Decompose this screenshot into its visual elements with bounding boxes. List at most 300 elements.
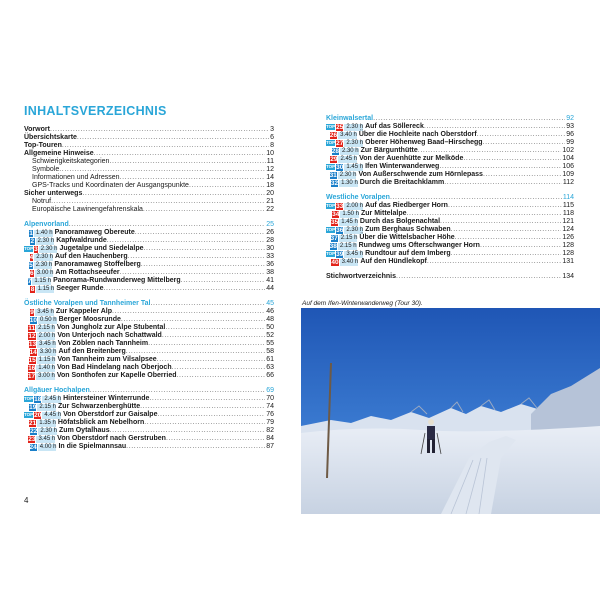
leader-dots — [121, 316, 265, 324]
tour-number: 34 — [332, 210, 340, 218]
tour-time: 3.30 h — [39, 348, 57, 355]
tour-page: 128 — [562, 242, 574, 249]
tour-time: 4.45 h — [44, 411, 62, 418]
leader-dots — [483, 139, 566, 147]
tour-entry[interactable] — [24, 229, 274, 237]
toc-entry[interactable] — [24, 134, 274, 142]
toc-entry[interactable] — [24, 198, 274, 206]
tour-page: 28 — [266, 237, 274, 244]
top-tour-badge: TOP — [326, 251, 336, 256]
tour-entry[interactable] — [24, 348, 274, 356]
tour-page: 87 — [266, 443, 274, 450]
tour-title: Auf den Hündlekopf — [360, 258, 427, 265]
tour-page: 36 — [266, 261, 274, 268]
index-entry-page: 134 — [562, 273, 574, 280]
index-entry[interactable] — [326, 273, 574, 281]
section-heading-page: 69 — [266, 387, 274, 394]
tour-title: Auf das Söllereck — [365, 123, 424, 130]
tour-page: 112 — [562, 179, 574, 186]
tour-page: 82 — [266, 427, 274, 434]
tour-page: 93 — [566, 123, 574, 130]
tour-time: 1.50 h — [342, 210, 359, 217]
toc-entry[interactable] — [24, 158, 274, 166]
tour-time: 3.40 h — [340, 131, 357, 138]
tour-entry[interactable] — [326, 155, 574, 163]
tour-entry[interactable] — [326, 242, 574, 250]
tour-entry[interactable] — [24, 395, 274, 403]
tour-page: 46 — [266, 308, 274, 315]
toc-entry-page: 21 — [266, 198, 274, 205]
tour-page: 104 — [562, 155, 574, 162]
toc-entry-page: 14 — [266, 174, 274, 181]
tour-entry[interactable] — [24, 372, 274, 380]
tour-number: 28 — [331, 147, 339, 155]
tour-number: 40 — [331, 258, 339, 266]
leader-dots — [149, 395, 265, 403]
tour-page: 52 — [266, 332, 274, 339]
tour-entry[interactable] — [24, 261, 274, 269]
tour-time: 2.30 h — [36, 253, 53, 260]
leader-dots — [165, 324, 265, 332]
photo-caption: Auf dem Ifen-Winterwanderweg (Tour 30). — [302, 300, 423, 307]
tour-number: 4 — [29, 253, 34, 261]
leader-dots — [107, 237, 265, 245]
tour-entry[interactable] — [24, 324, 274, 332]
tour-time: 1.15 h — [37, 285, 55, 292]
toc-left-column — [24, 104, 274, 451]
leader-dots — [110, 427, 266, 435]
tour-page: 131 — [562, 258, 574, 265]
tour-time: 2.30 h — [346, 139, 364, 146]
tour-page: 102 — [562, 147, 574, 154]
tour-time: 1.45 h — [346, 163, 364, 170]
tour-time: 2.30 h — [40, 245, 58, 252]
winter-hiking-photo — [301, 308, 600, 514]
tour-title: Zum Oytalhaus — [59, 427, 110, 434]
left-sections — [24, 214, 274, 451]
tour-number: 31 — [329, 171, 337, 179]
leader-dots — [51, 198, 265, 206]
leader-dots — [463, 155, 561, 163]
tour-time: 2.15 h — [339, 242, 357, 249]
leader-dots — [477, 131, 566, 139]
tour-entry[interactable] — [24, 419, 274, 427]
tour-number: 11 — [28, 324, 36, 332]
tour-number: 22 — [30, 427, 38, 435]
tour-entry[interactable] — [24, 316, 274, 324]
tour-title: Zum Berghaus Schwaben — [365, 226, 451, 233]
tour-page: 124 — [562, 226, 574, 233]
tour-title: Durch das Bolgenachtal — [359, 218, 441, 225]
tour-page: 55 — [266, 340, 274, 347]
toc-entry[interactable] — [24, 142, 274, 150]
leader-dots — [455, 234, 562, 242]
tour-entry[interactable] — [24, 443, 274, 451]
tour-title: Von Tannheim zum Vilsalpsee — [57, 356, 157, 363]
leader-dots — [126, 348, 265, 356]
toc-entry-title: Notruf — [32, 198, 52, 205]
tour-number: 24 — [29, 443, 37, 451]
tour-page: 115 — [562, 202, 574, 209]
tour-title: Jugetalpe und Siedelalpe — [59, 245, 144, 252]
tour-time: 2.30 h — [35, 261, 53, 268]
tour-number: 27 — [336, 139, 344, 147]
leader-dots — [439, 163, 561, 171]
tour-time: 0.50 h — [39, 316, 57, 323]
tour-title: Von Unterjoch nach Schattwald — [57, 332, 162, 339]
tour-page: 30 — [266, 245, 274, 252]
tour-title: Von Jungholz zur Alpe Stubental — [56, 324, 166, 331]
toc-entry-title: Übersichtskarte — [24, 134, 77, 141]
leader-dots — [483, 171, 561, 179]
tour-page: 128 — [562, 250, 574, 257]
toc-entry-title: Allgemeine Hinweise — [24, 150, 94, 157]
leader-dots — [120, 269, 266, 277]
tour-title: Kapfwaldrunde — [56, 237, 107, 244]
tour-time: 2.30 h — [346, 226, 364, 233]
tour-title: Panoramaweg Obereute — [54, 229, 135, 236]
tour-title: Zur Kappeler Alp — [55, 308, 113, 315]
section-gap — [326, 108, 574, 115]
tour-title: Auf den Breitenberg — [58, 348, 126, 355]
tour-title: Von Oberstdorf zur Gaisalpe — [63, 411, 158, 418]
tour-time: 3.45 h — [37, 308, 54, 315]
tour-page: 70 — [266, 395, 274, 402]
top-tour-badge: TOP — [326, 164, 336, 169]
tour-time: 2.30 h — [346, 123, 364, 130]
leader-dots — [140, 403, 265, 411]
tour-title: Berger Moosrunde — [58, 316, 121, 323]
tour-entry[interactable] — [326, 210, 574, 218]
tour-number: 14 — [29, 348, 37, 356]
section-heading-title: Alpenvorland — [24, 221, 69, 228]
leader-dots — [172, 364, 266, 372]
tour-entry[interactable] — [24, 269, 274, 277]
tour-entry[interactable] — [326, 179, 574, 187]
tour-entry[interactable] — [326, 163, 574, 171]
tour-entry[interactable] — [326, 147, 574, 155]
tour-title: Panorama-Rundwanderweg Mittelberg — [53, 277, 181, 284]
tour-number: 13 — [28, 340, 37, 348]
tour-number: 23 — [28, 435, 36, 443]
tour-entry[interactable] — [326, 139, 574, 147]
tour-title: Von Zöblen nach Tannheim — [57, 340, 149, 347]
tour-number: 32 — [330, 179, 339, 187]
tour-number: 37 — [330, 234, 338, 242]
leader-dots — [144, 419, 265, 427]
toc-entry-page: 11 — [266, 158, 274, 165]
tour-page: 96 — [566, 131, 574, 138]
tour-entry[interactable] — [24, 237, 274, 245]
tour-title: Panoramaweg Stoffelberg — [54, 261, 141, 268]
leader-dots — [141, 261, 265, 269]
tour-time: 1.30 h — [341, 179, 358, 186]
section-gap — [326, 187, 574, 194]
tour-number: 36 — [336, 226, 344, 234]
toc-entry-title: Vorwort — [24, 126, 50, 133]
tour-time: 1.35 h — [39, 419, 56, 426]
tour-time: 2.45 h — [340, 155, 358, 162]
toc-right-column — [326, 108, 574, 281]
leader-dots — [480, 242, 561, 250]
tour-title: In die Spielmannsau — [58, 443, 127, 450]
section-gap — [24, 293, 274, 300]
toc-entry[interactable] — [24, 150, 274, 158]
toc-entry[interactable] — [24, 190, 274, 198]
toc-entry-page: 20 — [266, 190, 274, 197]
section-heading[interactable] — [24, 221, 274, 229]
tour-time: 3.40 h — [341, 258, 359, 265]
section-heading-page: 114 — [562, 194, 574, 201]
tour-time: 3.00 h — [36, 269, 54, 276]
tour-time: 1.15 h — [38, 356, 56, 363]
section-heading-title: Westliche Voralpen — [326, 194, 390, 201]
toc-entry[interactable] — [24, 182, 274, 190]
tour-number: 38 — [329, 242, 337, 250]
tour-entry[interactable] — [326, 171, 574, 179]
tour-title: Ifen Winterwanderweg — [365, 163, 440, 170]
section-heading[interactable] — [326, 194, 574, 202]
tour-number: 15 — [28, 356, 36, 364]
leader-dots — [77, 134, 269, 142]
tour-page: 33 — [266, 253, 274, 260]
tour-title: Hintersteiner Winterrunde — [63, 395, 150, 402]
leader-dots — [59, 166, 265, 174]
leader-dots — [69, 221, 265, 229]
leader-dots — [157, 411, 265, 419]
tour-entry[interactable] — [24, 403, 274, 411]
toc-entry-page: 22 — [266, 206, 274, 213]
top-tour-badge: TOP — [326, 140, 336, 145]
toc-entry-page: 12 — [266, 166, 274, 173]
leader-dots — [448, 202, 562, 210]
tour-number: 10 — [29, 316, 37, 324]
tour-time: 3.00 h — [38, 372, 55, 379]
leader-dots — [112, 308, 265, 316]
leader-dots — [94, 150, 266, 158]
tour-number: 9 — [30, 308, 34, 316]
tour-title: Auf das Riedberger Horn — [365, 202, 448, 209]
tour-page: 76 — [266, 411, 274, 418]
section-heading-page: 92 — [566, 115, 574, 122]
tour-page: 99 — [566, 139, 574, 146]
section-heading[interactable] — [24, 300, 274, 308]
leader-dots — [451, 250, 562, 258]
tour-page: 106 — [562, 163, 574, 170]
tour-page: 63 — [266, 364, 274, 371]
tour-page: 50 — [266, 324, 274, 331]
section-heading-page: 45 — [266, 300, 274, 307]
leader-dots — [373, 115, 565, 123]
toc-entry-page: 3 — [270, 126, 274, 133]
section-heading[interactable] — [24, 387, 274, 395]
tour-entry[interactable] — [24, 332, 274, 340]
tour-entry[interactable] — [24, 253, 274, 261]
front-matter-list — [24, 126, 274, 214]
top-tour-badge: TOP — [326, 227, 336, 232]
toc-entry[interactable] — [24, 174, 274, 182]
toc-entry-title: Informationen und Adressen — [32, 174, 120, 181]
tour-page: 38 — [266, 269, 274, 276]
tour-page: 58 — [266, 348, 274, 355]
tour-entry[interactable] — [24, 356, 274, 364]
tour-time: 2.30 h — [339, 171, 357, 178]
leader-dots — [143, 206, 265, 214]
section-heading-title: Östliche Voralpen und Tannheimer Tal — [24, 300, 151, 307]
tour-page: 61 — [266, 356, 274, 363]
leader-dots — [126, 443, 265, 451]
tour-time: 1.40 h — [38, 364, 55, 371]
tour-page: 44 — [266, 285, 274, 292]
leader-dots — [144, 245, 266, 253]
leader-dots — [128, 253, 266, 261]
tour-title: Von der Auenhütte zur Melköde — [359, 155, 464, 162]
leader-dots — [424, 123, 565, 131]
leader-dots — [157, 356, 266, 364]
tour-page: 126 — [562, 234, 574, 241]
leader-dots — [444, 179, 562, 187]
leader-dots — [120, 174, 266, 182]
tour-title: Rundweg ums Ofterschwanger Horn — [358, 242, 480, 249]
tour-entry[interactable] — [326, 123, 574, 131]
toc-entry[interactable] — [24, 126, 274, 134]
tour-time: 3.45 h — [39, 340, 56, 347]
tour-page: 48 — [266, 316, 274, 323]
toc-entry-page: 18 — [266, 182, 274, 189]
tour-title: Auf den Hauchenberg — [54, 253, 128, 260]
tour-time: 2.15 h — [340, 234, 358, 241]
tour-time: 3.45 h — [38, 435, 56, 442]
tour-number: 1 — [29, 229, 33, 237]
tour-page: 74 — [266, 403, 274, 410]
tour-page: 121 — [562, 218, 574, 225]
toc-entry[interactable] — [24, 166, 274, 174]
tour-time: 2.30 h — [37, 237, 55, 244]
tour-number: 33 — [336, 202, 344, 210]
section-gap — [24, 214, 274, 221]
tour-entry[interactable] — [24, 285, 274, 293]
leader-dots — [177, 372, 266, 380]
tour-title: Über die Hochleite nach Oberstdorf — [358, 131, 477, 138]
tour-entry[interactable] — [24, 245, 274, 253]
toc-entry-title: Symbole — [32, 166, 60, 173]
toc-entry-title: Europäische Lawinengefahrenskala — [32, 206, 143, 213]
tour-page: 66 — [266, 372, 274, 379]
tour-title: Am Rottachseeufer — [55, 269, 120, 276]
tour-entry[interactable] — [326, 258, 574, 266]
tour-number: 35 — [330, 218, 339, 226]
tour-number: 19 — [29, 403, 37, 411]
leader-dots — [135, 229, 265, 237]
tour-number: 8 — [30, 285, 35, 293]
tour-number: 16 — [28, 364, 36, 372]
tour-entry[interactable] — [24, 427, 274, 435]
tour-title: Zur Bärgunthütte — [360, 147, 418, 154]
tour-entry[interactable] — [326, 202, 574, 210]
tour-time: 1.40 h — [35, 229, 53, 236]
tour-time: 2.15 h — [39, 403, 57, 410]
tour-page: 26 — [266, 229, 274, 236]
section-heading-title: Kleinwalsertal — [326, 115, 374, 122]
leader-dots — [162, 332, 265, 340]
leader-dots — [150, 300, 265, 308]
tour-time: 3.45 h — [346, 250, 364, 257]
tour-time: 1.15 h — [34, 277, 52, 284]
toc-entry-page: 8 — [270, 142, 274, 149]
tour-page: 84 — [266, 435, 274, 442]
tour-entry[interactable] — [326, 226, 574, 234]
toc-entry-page: 6 — [270, 134, 274, 141]
tour-entry[interactable] — [326, 131, 574, 139]
page-number: 4 — [24, 496, 29, 505]
tour-entry[interactable] — [24, 277, 274, 285]
tour-entry[interactable] — [24, 308, 274, 316]
leader-dots — [50, 126, 269, 134]
tour-number: 26 — [329, 131, 338, 139]
section-heading-page: 25 — [266, 221, 274, 228]
tour-page: 79 — [266, 419, 274, 426]
top-tour-badge: TOP — [24, 396, 34, 401]
leader-dots — [62, 142, 269, 150]
toc-heading: INHALTSVERZEICHNIS — [24, 104, 167, 118]
tour-number: 30 — [336, 163, 344, 171]
toc-entry-title: Schwierigkeitskategorien — [32, 158, 110, 165]
tour-number: 12 — [28, 332, 36, 340]
toc-entry-title: Sicher unterwegs — [24, 190, 83, 197]
tour-number: 5 — [29, 261, 33, 269]
leader-dots — [189, 182, 265, 190]
tour-number: 29 — [330, 155, 338, 163]
leader-dots — [109, 158, 265, 166]
tour-number: 7 — [27, 277, 32, 285]
leader-dots — [390, 194, 562, 202]
tour-title: Von Oberstdorf nach Gerstruben — [57, 435, 166, 442]
leader-dots — [418, 147, 562, 155]
tour-title: Von Außerschwende zum Hörnlepass — [358, 171, 483, 178]
leader-dots — [181, 277, 266, 285]
tour-time: 2.30 h — [40, 427, 58, 434]
tour-number: 3 — [34, 245, 38, 253]
tour-number: 18 — [34, 395, 42, 403]
tour-entry[interactable] — [24, 435, 274, 443]
tour-title: Rundtour auf dem Imberg — [365, 250, 451, 257]
leader-dots — [440, 218, 561, 226]
tour-time: 2.45 h — [44, 395, 62, 402]
tour-entry[interactable] — [24, 364, 274, 372]
toc-entry[interactable] — [24, 206, 274, 214]
tour-page: 109 — [562, 171, 574, 178]
tour-entry[interactable] — [326, 218, 574, 226]
section-gap — [24, 380, 274, 387]
section-heading-title: Allgäuer Hochalpen — [24, 387, 90, 394]
tour-title: Höfatsblick am Nebelhorn — [57, 419, 145, 426]
tour-entry[interactable] — [326, 234, 574, 242]
tour-title: Über die Wittelsbacher Höhe — [359, 234, 455, 241]
tour-entry[interactable] — [24, 411, 274, 419]
toc-entry-page: 10 — [266, 150, 274, 157]
tour-number: 17 — [27, 372, 36, 380]
tour-entry[interactable] — [326, 250, 574, 258]
tour-number: 6 — [29, 269, 34, 277]
top-tour-badge: TOP — [326, 124, 336, 129]
tour-time: 2.30 h — [341, 147, 359, 154]
top-tour-badge: TOP — [24, 246, 34, 251]
tour-number: 21 — [28, 419, 37, 427]
tour-entry[interactable] — [24, 340, 274, 348]
tour-number: 2 — [30, 237, 35, 245]
section-heading[interactable] — [326, 115, 574, 123]
leader-dots — [451, 226, 562, 234]
